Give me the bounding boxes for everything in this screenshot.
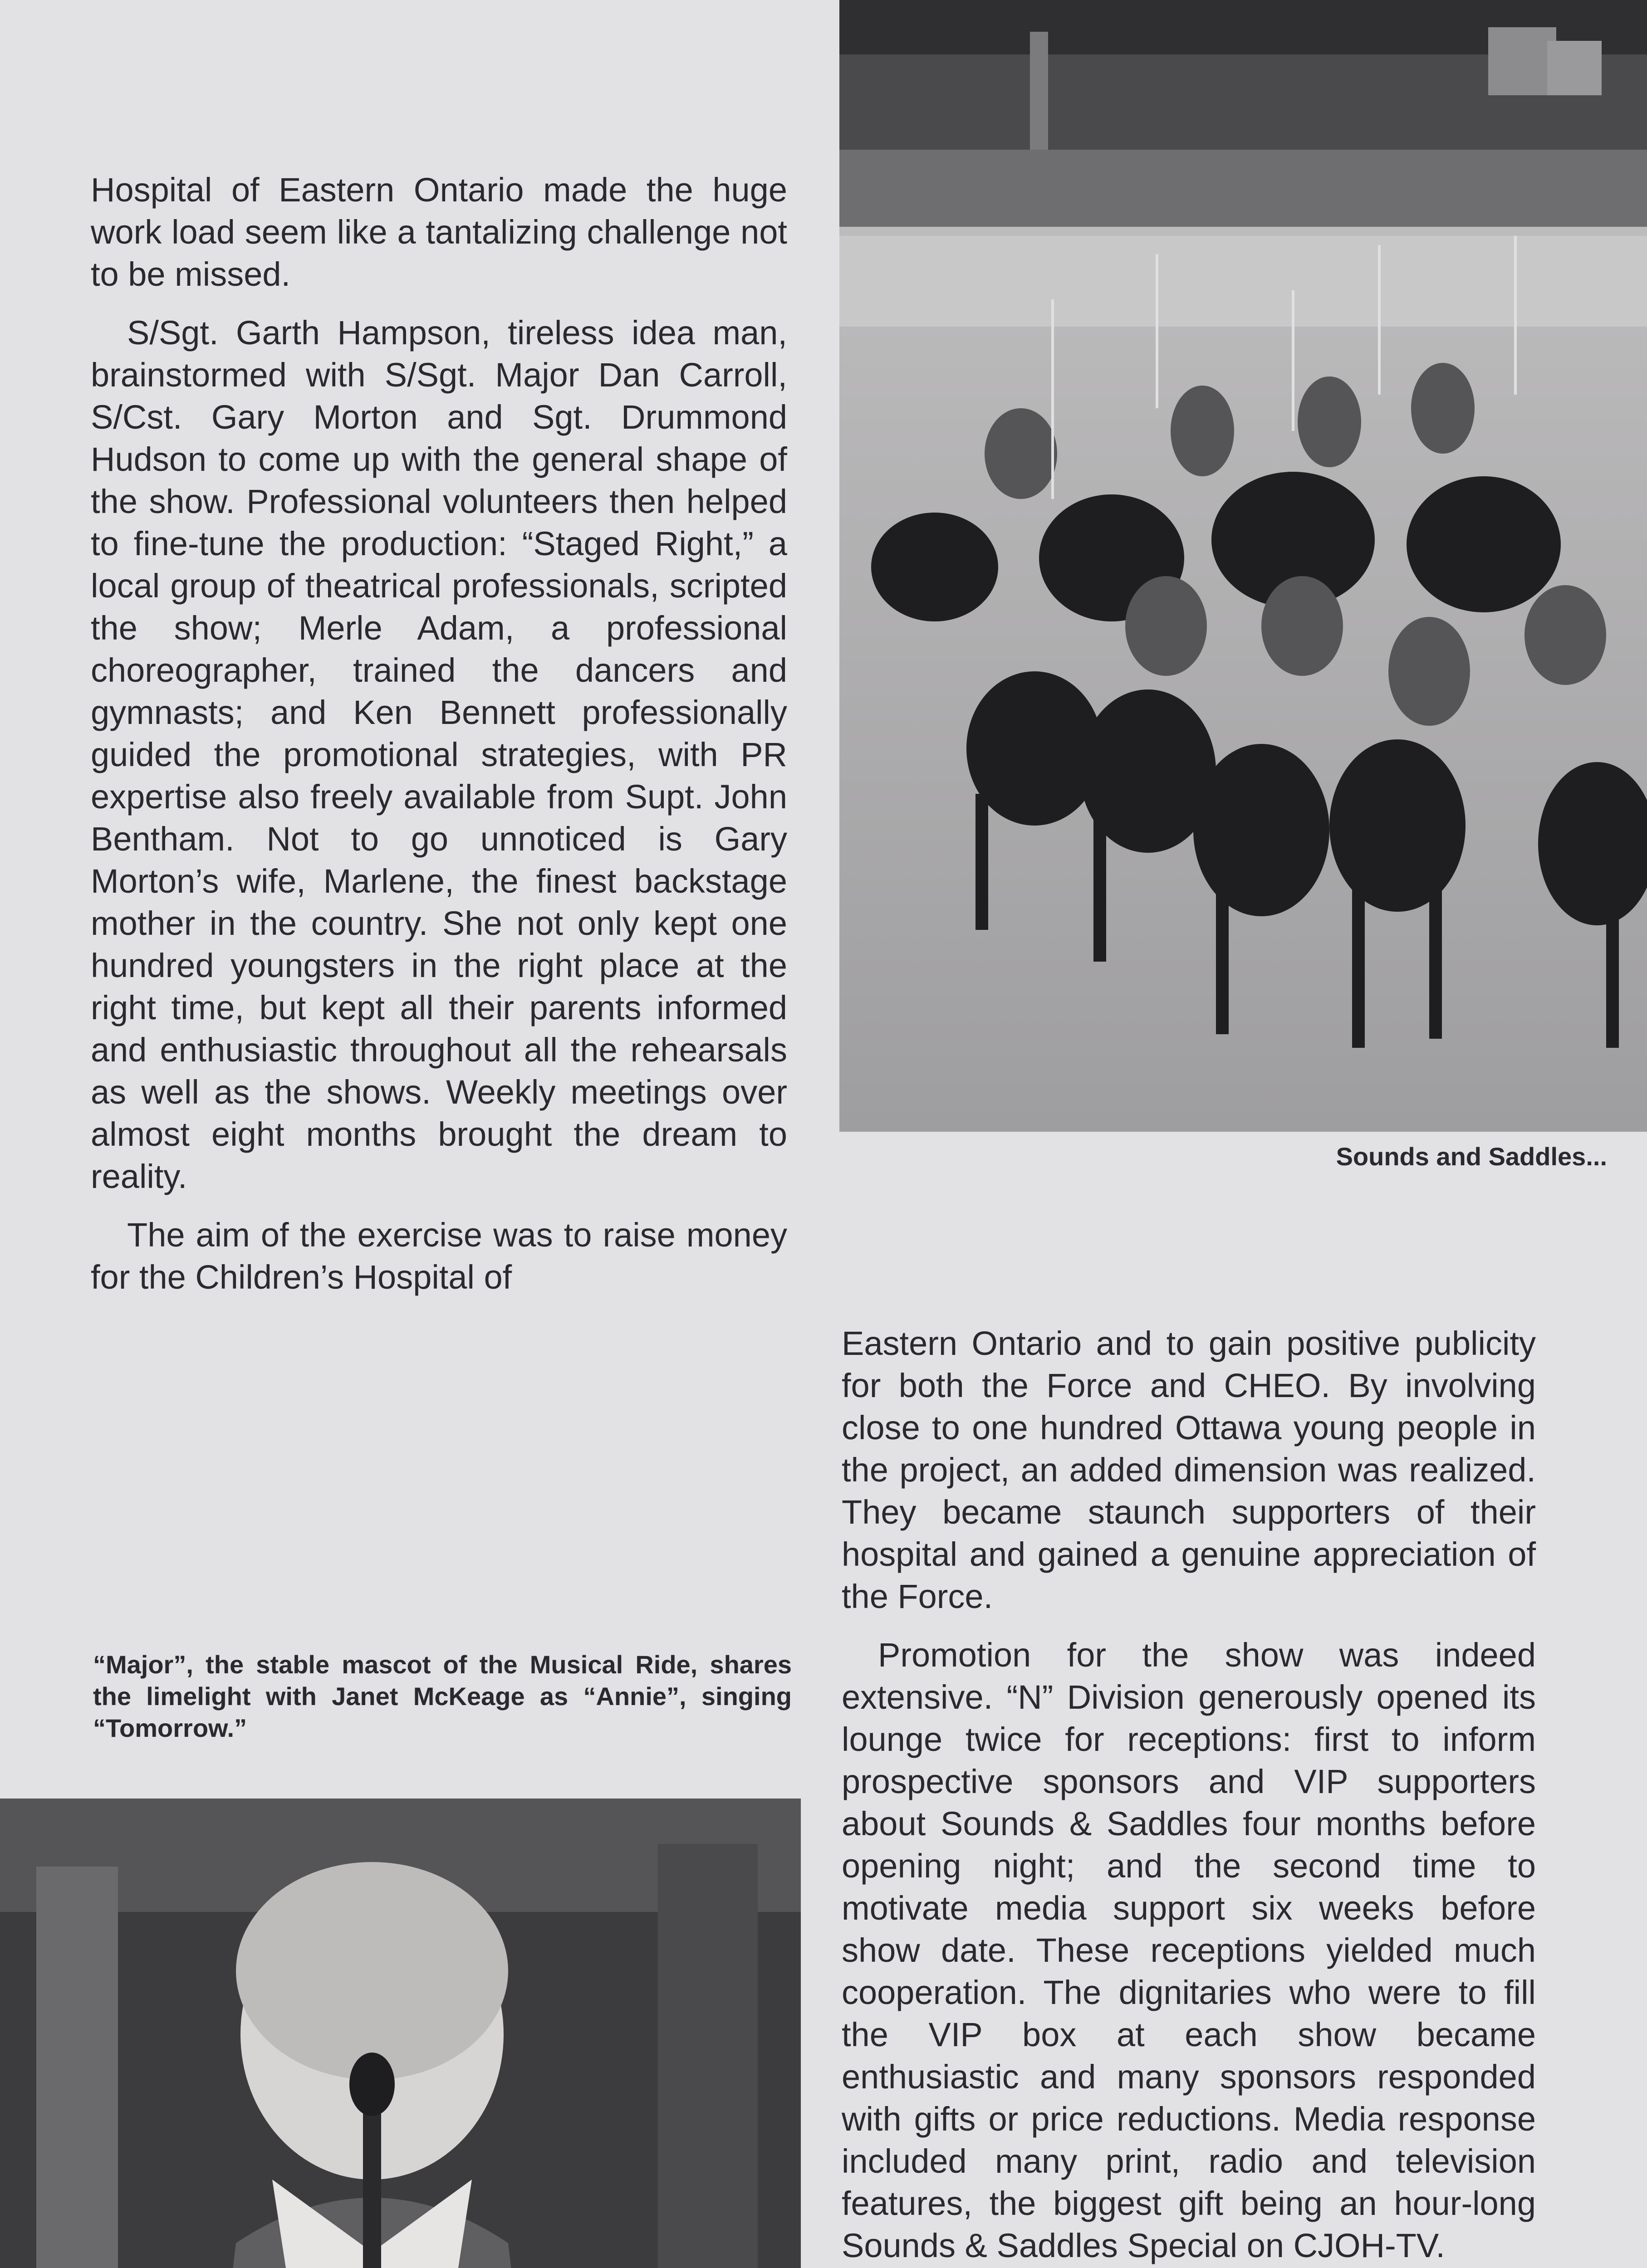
right-text-column [842,1322,1536,2268]
photo-caption-ride: Sounds and Saddles... [1336,1142,1607,1171]
photo-caption-annie: “Major”, the stable mascot of the Musical Ride, shares the limelight with Janet McKeage as “Annie”, singing “Tomorrow.” [93,1650,792,1742]
paragraph: S/Sgt. Garth Hampson, tireless idea man, brainstormed with S/Sgt. Major Dan Carroll, S/Cst. Gary Morton and Sgt. Drummond Hudson to come up with the general shape of the show. Professional volunteers then helped to fine-tune the production: “Staged Right,” a local group of theatrical professionals, scripted the show; Merle Adam, a professional choreographer, trained the dancers and gymnasts; and Ken Bennett professionally guided the promotional strategies, with PR expertise also freely available from Supt. John Bentham. Not to go unnoticed is Gary Morton’s wife, Marlene, the finest backstage mother in the country. She not only kept one hundred youngsters in the right place at the right time, but kept all their parents informed and enthusiastic throughout all the rehearsals as well as the shows. Weekly meetings over almost eight months brought the dream to reality. [91,314,787,1195]
paragraph: Eastern Ontario and to gain positive publicity for both the Force and CHEO. By involving close to one hundred Ottawa young people in the project, an added dimension was realized. They became staunch supporters of their hospital and gained a genuine appreciation of the Force. [842,1325,1536,1615]
musical-ride-photo [839,0,1647,1132]
paragraph: Promotion for the show was indeed extensive. “N” Division generously opened its lounge twice for receptions: first to inform prospective sponsors and VIP supporters about Sounds & Saddles four months before opening night; and the second time to motivate media support six weeks before show date. These receptions yielded much cooperation. The dignitaries who were to fill the VIP box at each show became enthusiastic and many sponsors responded with gifts or price reductions. Media response included many print, radio and television features, the biggest gift being an hour-long Sounds & Saddles Special on CJOH-TV. [842,1636,1536,2264]
left-text-column [91,169,787,1315]
paragraph: The aim of the exercise was to raise money for the Children’s Hospital of [91,1216,787,1296]
paragraph: Hospital of Eastern Ontario made the huge work load seem like a tantalizing challenge not to be missed. [91,171,787,293]
annie-and-major-photo [0,1799,801,2268]
